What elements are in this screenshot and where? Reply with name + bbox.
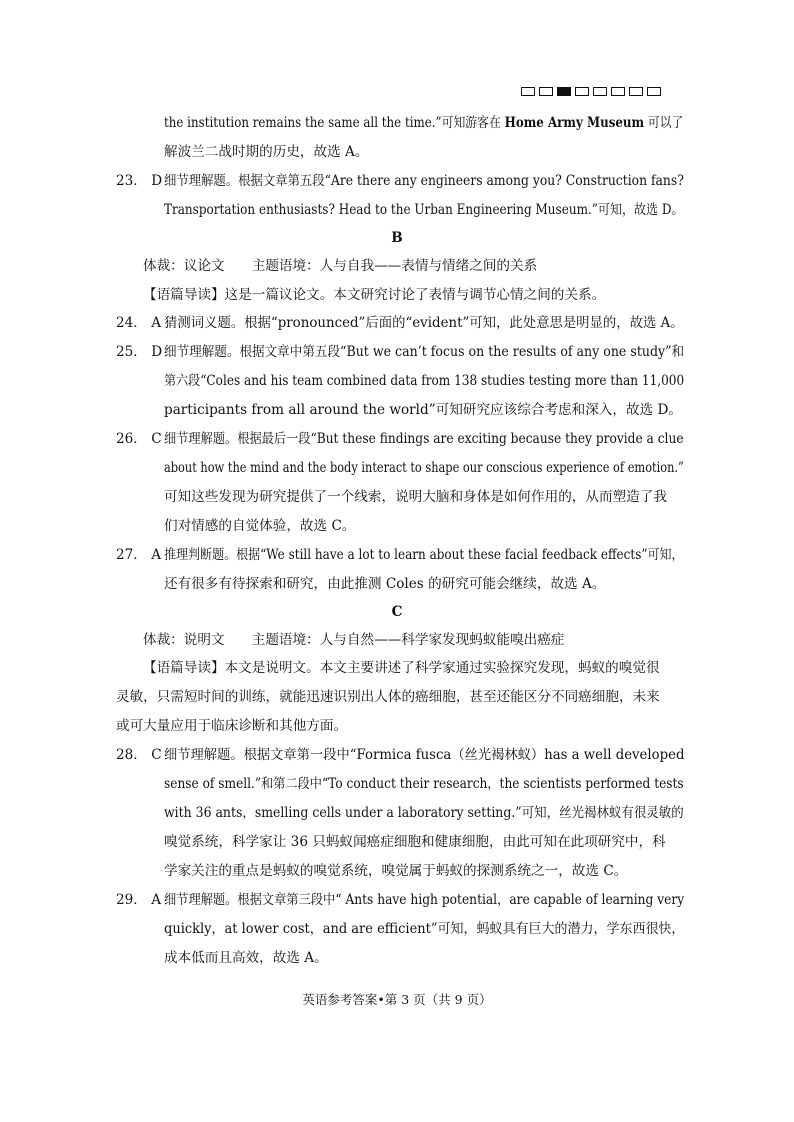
q27-line-1: 推理判断题。根据“We still have a lot to learn about these facial feedback effects”可知， <box>164 547 684 563</box>
page-indicator <box>521 87 661 96</box>
q27-line-2: 还有很多有待探索和研究，由此推测 Coles 的研究可能会继续，故选 A。 <box>164 576 606 592</box>
page-box <box>593 87 607 96</box>
page-box <box>539 87 553 96</box>
q28-line-1: 细节理解题。根据文章第一段中“Formica fusca（丝光褐林蚁）has a well developed <box>164 747 685 763</box>
q29-line-3: 成本低而且高效，故选 A。 <box>164 950 328 966</box>
q26-line-3: 可知这些发现为研究提供了一个线索，说明大脑和身体是如何作用的，从而塑造了我 <box>164 489 667 505</box>
section-c-guide-1: 【语篇导读】本文是说明文。本文主要讲述了科学家通过实验探究发现，蚂蚁的嗅觉很 <box>143 660 660 676</box>
q29-line-2: quickly，at lower cost，and are efficient”可知，蚂蚁具有巨大的潜力，学东西很快， <box>164 921 685 937</box>
section-b-guide: 【语篇导读】这是一篇议论文。本文研究讨论了表情与调节心情之间的关系。 <box>143 287 606 303</box>
q26-line-4: 们对情感的自觉体验，故选 C。 <box>164 518 356 534</box>
section-c-guide-2: 灵敏，只需短时间的训练，就能迅速识别出人体的癌细胞，甚至还能区分不同癌细胞，未来 <box>116 689 660 705</box>
page-box <box>521 87 535 96</box>
q28-line-3: with 36 ants，smelling cells under a laboratory setting.”可知，丝光褐林蚁有很灵敏的 <box>164 805 684 821</box>
section-c-guide-3: 或可大量应用于临床诊断和其他方面。 <box>116 718 348 734</box>
q23-number: 23． D <box>116 173 163 189</box>
q29-line-1: 细节理解题。根据文章第三段中“ Ants have high potential，are capable of learning very <box>164 892 685 908</box>
q22-line-2: 解波兰二战时期的历史，故选 A。 <box>164 144 369 160</box>
page-box <box>629 87 643 96</box>
q28-number: 28． C <box>116 747 162 763</box>
q25-line-1: 细节理解题。根据文章中第五段“But we can’t focus on the results of any one study”和 <box>164 344 685 360</box>
page-box <box>575 87 589 96</box>
q26-line-2: about how the mind and the body interact to shape our conscious experience of emotion.” <box>164 460 684 476</box>
q24-number: 24． A <box>116 315 162 331</box>
page-box <box>611 87 625 96</box>
q25-number: 25． D <box>116 344 163 360</box>
q28-line-2: sense of smell.”和第二段中“To conduct their research，the scientists performed tests <box>164 776 684 792</box>
page-box <box>647 87 661 96</box>
section-b-heading: B <box>391 230 403 246</box>
q26-number: 26． C <box>116 431 162 447</box>
q29-number: 29． A <box>116 892 162 908</box>
section-c-genre: 体裁：说明文 主题语境：人与自然——科学家发现蚂蚁能嗅出癌症 <box>143 632 565 648</box>
q23-line-2: Transportation enthusiasts? Head to the Urban Engineering Museum.”可知，故选 D。 <box>164 202 684 218</box>
q28-line-4: 嗅觉系统，科学家让 36 只蚂蚁闻癌症细胞和健康细胞，由此可知在此项研究中，科 <box>164 834 666 850</box>
q26-line-1: 细节理解题。根据最后一段“But these findings are exciting because they provide a clue <box>164 431 684 447</box>
section-b-genre: 体裁：议论文 主题语境：人与自我——表情与情绪之间的关系 <box>143 258 538 274</box>
page-footer: 英语参考答案•第 3 页（共 9 页） <box>302 992 492 1007</box>
q25-line-3: participants from all around the world”可知研究应该综合考虑和深入，故选 D。 <box>164 402 682 418</box>
q24-line-1: 猜测词义题。根据“pronounced”后面的“evident”可知，此处意思是明显的，故选 A。 <box>164 315 684 331</box>
page-box-current <box>557 87 571 96</box>
q22-line-1: the institution remains the same all the time.”可知游客在 Home Army Museum 可以了 <box>164 115 684 131</box>
q28-line-5: 学家关注的重点是蚂蚁的嗅觉系统，嗅觉属于蚂蚁的探测系统之一，故选 C。 <box>164 863 628 879</box>
q25-line-2: 第六段“Coles and his team combined data from 138 studies testing more than 11,000 <box>164 373 685 389</box>
q27-number: 27． A <box>116 547 162 563</box>
q23-line-1: 细节理解题。根据文章第五段“Are there any engineers among you? Construction fans? <box>164 173 684 189</box>
section-c-heading: C <box>391 604 403 620</box>
